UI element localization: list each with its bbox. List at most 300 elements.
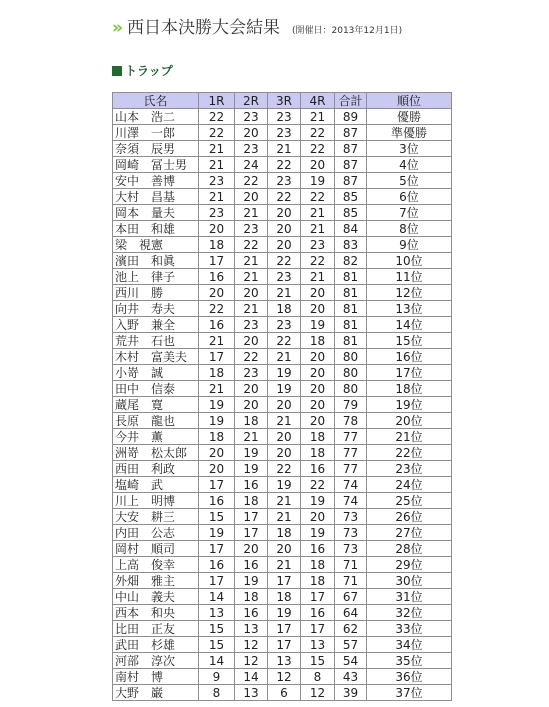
round-1-score: 9: [199, 669, 235, 685]
col-header-rank: 順位: [367, 93, 452, 109]
round-2-score: 13: [235, 685, 268, 701]
round-3-score: 23: [268, 173, 301, 189]
table-row: [113, 349, 452, 365]
round-1-score: 19: [199, 397, 235, 413]
round-4-score: 12: [301, 685, 335, 701]
round-1-score: 17: [199, 541, 235, 557]
round-4-score: 18: [301, 573, 335, 589]
round-4-score: 19: [301, 493, 335, 509]
table-row: [113, 125, 452, 141]
total-score: 54: [335, 653, 367, 669]
round-2-score: 19: [235, 445, 268, 461]
table-row: [113, 541, 452, 557]
round-4-score: 20: [301, 509, 335, 525]
round-2-score: 16: [235, 477, 268, 493]
round-1-score: 17: [199, 349, 235, 365]
round-4-score: 20: [301, 285, 335, 301]
player-name: 木村 富美夫: [113, 349, 199, 365]
total-score: 67: [335, 589, 367, 605]
rank: 35位: [367, 653, 452, 669]
round-4-score: 21: [301, 269, 335, 285]
round-3-score: 23: [268, 109, 301, 125]
total-score: 73: [335, 509, 367, 525]
round-3-score: 21: [268, 349, 301, 365]
rank: 20位: [367, 413, 452, 429]
round-2-score: 19: [235, 573, 268, 589]
rank: 7位: [367, 205, 452, 221]
round-3-score: 20: [268, 429, 301, 445]
col-header-r3: 3R: [268, 93, 301, 109]
round-3-score: 18: [268, 301, 301, 317]
table-row: [113, 525, 452, 541]
round-4-score: 22: [301, 253, 335, 269]
player-name: 奈須 辰男: [113, 141, 199, 157]
round-2-score: 18: [235, 589, 268, 605]
table-row: [113, 221, 452, 237]
total-score: 77: [335, 429, 367, 445]
round-1-score: 17: [199, 253, 235, 269]
player-name: 外畑 雅主: [113, 573, 199, 589]
round-2-score: 16: [235, 605, 268, 621]
rank: 31位: [367, 589, 452, 605]
player-name: 田中 信泰: [113, 381, 199, 397]
round-1-score: 17: [199, 573, 235, 589]
round-2-score: 20: [235, 381, 268, 397]
results-table: [112, 92, 452, 701]
round-4-score: 22: [301, 141, 335, 157]
table-row: [113, 493, 452, 509]
round-4-score: 20: [301, 301, 335, 317]
player-name: 上高 俊幸: [113, 557, 199, 573]
round-2-score: 23: [235, 109, 268, 125]
results-body: [113, 109, 452, 701]
col-header-total: 合計: [335, 93, 367, 109]
player-name: 川澤 一郎: [113, 125, 199, 141]
player-name: 安中 善博: [113, 173, 199, 189]
total-score: 39: [335, 685, 367, 701]
round-2-score: 18: [235, 413, 268, 429]
total-score: 89: [335, 109, 367, 125]
player-name: 岡崎 冨士男: [113, 157, 199, 173]
rank: 12位: [367, 285, 452, 301]
total-score: 84: [335, 221, 367, 237]
player-name: 西本 和央: [113, 605, 199, 621]
page-title: 西日本決勝大会結果: [126, 18, 280, 38]
round-4-score: 13: [301, 637, 335, 653]
round-1-score: 21: [199, 141, 235, 157]
player-name: 南村 博: [113, 669, 199, 685]
round-3-score: 23: [268, 317, 301, 333]
round-4-score: 19: [301, 525, 335, 541]
round-2-score: 21: [235, 205, 268, 221]
table-row: [113, 157, 452, 173]
total-score: 87: [335, 157, 367, 173]
section-title: トラップ: [125, 64, 173, 78]
round-1-score: 15: [199, 637, 235, 653]
rank: 6位: [367, 189, 452, 205]
round-2-score: 23: [235, 221, 268, 237]
player-name: 池上 律子: [113, 269, 199, 285]
round-1-score: 18: [199, 429, 235, 445]
round-3-score: 20: [268, 445, 301, 461]
col-header-name: 氏名: [113, 93, 199, 109]
round-3-score: 23: [268, 269, 301, 285]
round-2-score: 13: [235, 621, 268, 637]
rank: 34位: [367, 637, 452, 653]
rank: 29位: [367, 557, 452, 573]
round-3-score: 18: [268, 589, 301, 605]
table-row: [113, 205, 452, 221]
table-header-row: [113, 93, 452, 109]
round-1-score: 20: [199, 445, 235, 461]
round-1-score: 16: [199, 269, 235, 285]
total-score: 73: [335, 525, 367, 541]
round-2-score: 22: [235, 173, 268, 189]
table-row: [113, 285, 452, 301]
round-1-score: 19: [199, 413, 235, 429]
player-name: 山本 浩二: [113, 109, 199, 125]
table-row: [113, 141, 452, 157]
col-header-r1: 1R: [199, 93, 235, 109]
round-1-score: 18: [199, 237, 235, 253]
table-row: [113, 461, 452, 477]
rank: 5位: [367, 173, 452, 189]
total-score: 79: [335, 397, 367, 413]
total-score: 85: [335, 189, 367, 205]
round-1-score: 22: [199, 109, 235, 125]
rank: 36位: [367, 669, 452, 685]
round-1-score: 20: [199, 461, 235, 477]
player-name: 洲嵜 松太郎: [113, 445, 199, 461]
table-row: [113, 557, 452, 573]
total-score: 71: [335, 573, 367, 589]
round-3-score: 12: [268, 669, 301, 685]
total-score: 87: [335, 173, 367, 189]
player-name: 西川 勝: [113, 285, 199, 301]
round-1-score: 21: [199, 381, 235, 397]
round-4-score: 22: [301, 477, 335, 493]
player-name: 長原 龍也: [113, 413, 199, 429]
table-row: [113, 253, 452, 269]
round-1-score: 23: [199, 205, 235, 221]
player-name: 川上 明博: [113, 493, 199, 509]
table-row: [113, 237, 452, 253]
rank: 23位: [367, 461, 452, 477]
round-2-score: 17: [235, 509, 268, 525]
player-name: 岡村 順司: [113, 541, 199, 557]
rank: 11位: [367, 269, 452, 285]
total-score: 57: [335, 637, 367, 653]
round-3-score: 21: [268, 413, 301, 429]
total-score: 62: [335, 621, 367, 637]
rank: 27位: [367, 525, 452, 541]
round-4-score: 20: [301, 381, 335, 397]
round-3-score: 17: [268, 637, 301, 653]
round-1-score: 15: [199, 509, 235, 525]
round-2-score: 21: [235, 269, 268, 285]
round-2-score: 21: [235, 301, 268, 317]
round-4-score: 21: [301, 205, 335, 221]
table-row: [113, 301, 452, 317]
round-4-score: 19: [301, 173, 335, 189]
round-4-score: 20: [301, 397, 335, 413]
player-name: 内田 公志: [113, 525, 199, 541]
total-score: 74: [335, 493, 367, 509]
round-3-score: 23: [268, 125, 301, 141]
rank: 準優勝: [367, 125, 452, 141]
round-1-score: 19: [199, 525, 235, 541]
player-name: 河部 淳次: [113, 653, 199, 669]
col-header-r4: 4R: [301, 93, 335, 109]
round-3-score: 18: [268, 525, 301, 541]
table-row: [113, 269, 452, 285]
rank: 優勝: [367, 109, 452, 125]
rank: 25位: [367, 493, 452, 509]
round-1-score: 21: [199, 157, 235, 173]
round-2-score: 12: [235, 637, 268, 653]
round-1-score: 16: [199, 557, 235, 573]
rank: 16位: [367, 349, 452, 365]
round-4-score: 18: [301, 445, 335, 461]
round-4-score: 16: [301, 461, 335, 477]
player-name: 大村 昌基: [113, 189, 199, 205]
total-score: 81: [335, 333, 367, 349]
round-4-score: 19: [301, 317, 335, 333]
round-3-score: 19: [268, 605, 301, 621]
round-4-score: 21: [301, 109, 335, 125]
round-4-score: 8: [301, 669, 335, 685]
round-3-score: 20: [268, 221, 301, 237]
round-3-score: 21: [268, 493, 301, 509]
round-4-score: 15: [301, 653, 335, 669]
rank: 15位: [367, 333, 452, 349]
round-4-score: 20: [301, 349, 335, 365]
round-2-score: 16: [235, 557, 268, 573]
round-3-score: 17: [268, 621, 301, 637]
table-row: [113, 653, 452, 669]
round-4-score: 20: [301, 365, 335, 381]
total-score: 43: [335, 669, 367, 685]
round-2-score: 20: [235, 189, 268, 205]
table-row: [113, 621, 452, 637]
table-row: [113, 509, 452, 525]
round-4-score: 21: [301, 221, 335, 237]
rank: 4位: [367, 157, 452, 173]
table-row: [113, 173, 452, 189]
round-4-score: 18: [301, 557, 335, 573]
round-2-score: 20: [235, 285, 268, 301]
round-3-score: 22: [268, 189, 301, 205]
table-row: [113, 429, 452, 445]
round-1-score: 20: [199, 221, 235, 237]
round-4-score: 18: [301, 333, 335, 349]
round-2-score: 21: [235, 429, 268, 445]
player-name: 向井 寿夫: [113, 301, 199, 317]
rank: 8位: [367, 221, 452, 237]
table-row: [113, 637, 452, 653]
round-1-score: 8: [199, 685, 235, 701]
player-name: 小嵜 誠: [113, 365, 199, 381]
round-3-score: 20: [268, 541, 301, 557]
round-1-score: 17: [199, 477, 235, 493]
player-name: 本田 和雄: [113, 221, 199, 237]
total-score: 87: [335, 141, 367, 157]
total-score: 81: [335, 269, 367, 285]
rank: 13位: [367, 301, 452, 317]
total-score: 85: [335, 205, 367, 221]
round-2-score: 23: [235, 365, 268, 381]
player-name: 大野 巌: [113, 685, 199, 701]
round-1-score: 21: [199, 333, 235, 349]
rank: 19位: [367, 397, 452, 413]
total-score: 81: [335, 317, 367, 333]
total-score: 77: [335, 461, 367, 477]
round-1-score: 21: [199, 189, 235, 205]
rank: 21位: [367, 429, 452, 445]
round-4-score: 16: [301, 605, 335, 621]
round-1-score: 16: [199, 493, 235, 509]
rank: 10位: [367, 253, 452, 269]
total-score: 80: [335, 349, 367, 365]
round-3-score: 22: [268, 253, 301, 269]
table-row: [113, 365, 452, 381]
rank: 9位: [367, 237, 452, 253]
round-1-score: 22: [199, 301, 235, 317]
round-2-score: 23: [235, 141, 268, 157]
round-3-score: 19: [268, 365, 301, 381]
round-3-score: 6: [268, 685, 301, 701]
total-score: 71: [335, 557, 367, 573]
col-header-r2: 2R: [235, 93, 268, 109]
player-name: 西田 利政: [113, 461, 199, 477]
player-name: 塩崎 武: [113, 477, 199, 493]
round-1-score: 23: [199, 173, 235, 189]
player-name: 比田 正友: [113, 621, 199, 637]
rank: 37位: [367, 685, 452, 701]
total-score: 81: [335, 285, 367, 301]
round-4-score: 16: [301, 541, 335, 557]
player-name: 荒井 石也: [113, 333, 199, 349]
round-4-score: 22: [301, 189, 335, 205]
round-3-score: 20: [268, 205, 301, 221]
table-row: [113, 589, 452, 605]
table-row: [113, 477, 452, 493]
player-name: 武田 杉雄: [113, 637, 199, 653]
round-2-score: 17: [235, 525, 268, 541]
table-row: [113, 333, 452, 349]
round-4-score: 22: [301, 125, 335, 141]
total-score: 80: [335, 365, 367, 381]
round-3-score: 21: [268, 141, 301, 157]
table-row: [113, 413, 452, 429]
round-4-score: 20: [301, 157, 335, 173]
round-2-score: 24: [235, 157, 268, 173]
table-row: [113, 573, 452, 589]
round-2-score: 20: [235, 333, 268, 349]
round-4-score: 18: [301, 429, 335, 445]
round-3-score: 21: [268, 285, 301, 301]
square-bullet-icon: [112, 66, 122, 76]
total-score: 82: [335, 253, 367, 269]
round-4-score: 17: [301, 589, 335, 605]
round-3-score: 22: [268, 157, 301, 173]
table-row: [113, 381, 452, 397]
round-2-score: 12: [235, 653, 268, 669]
round-3-score: 19: [268, 477, 301, 493]
player-name: 大安 耕三: [113, 509, 199, 525]
table-row: [113, 445, 452, 461]
total-score: 87: [335, 125, 367, 141]
round-2-score: 14: [235, 669, 268, 685]
rank: 18位: [367, 381, 452, 397]
rank: 3位: [367, 141, 452, 157]
round-3-score: 19: [268, 381, 301, 397]
table-row: [113, 669, 452, 685]
round-1-score: 13: [199, 605, 235, 621]
rank: 22位: [367, 445, 452, 461]
round-3-score: 20: [268, 397, 301, 413]
table-row: [113, 109, 452, 125]
rank: 30位: [367, 573, 452, 589]
table-row: [113, 317, 452, 333]
rank: 14位: [367, 317, 452, 333]
rank: 26位: [367, 509, 452, 525]
round-2-score: 22: [235, 237, 268, 253]
round-2-score: 18: [235, 493, 268, 509]
total-score: 83: [335, 237, 367, 253]
round-1-score: 20: [199, 285, 235, 301]
round-2-score: 21: [235, 253, 268, 269]
round-4-score: 17: [301, 621, 335, 637]
total-score: 78: [335, 413, 367, 429]
round-4-score: 23: [301, 237, 335, 253]
total-score: 64: [335, 605, 367, 621]
total-score: 73: [335, 541, 367, 557]
round-3-score: 21: [268, 509, 301, 525]
player-name: 中山 義夫: [113, 589, 199, 605]
chevron-icon: »: [112, 18, 121, 38]
round-3-score: 21: [268, 557, 301, 573]
round-3-score: 22: [268, 333, 301, 349]
rank: 24位: [367, 477, 452, 493]
table-row: [113, 189, 452, 205]
round-1-score: 14: [199, 653, 235, 669]
total-score: 77: [335, 445, 367, 461]
rank: 32位: [367, 605, 452, 621]
round-1-score: 22: [199, 125, 235, 141]
rank: 28位: [367, 541, 452, 557]
round-2-score: 22: [235, 349, 268, 365]
rank: 33位: [367, 621, 452, 637]
player-name: 入野 兼全: [113, 317, 199, 333]
section-heading: [112, 62, 173, 79]
player-name: 岡本 量夫: [113, 205, 199, 221]
round-3-score: 17: [268, 573, 301, 589]
total-score: 80: [335, 381, 367, 397]
player-name: 梁 視憲: [113, 237, 199, 253]
round-2-score: 20: [235, 125, 268, 141]
rank: 17位: [367, 365, 452, 381]
round-3-score: 13: [268, 653, 301, 669]
total-score: 74: [335, 477, 367, 493]
round-2-score: 19: [235, 461, 268, 477]
player-name: 濱田 和眞: [113, 253, 199, 269]
round-1-score: 16: [199, 317, 235, 333]
round-1-score: 14: [199, 589, 235, 605]
round-2-score: 20: [235, 541, 268, 557]
round-1-score: 15: [199, 621, 235, 637]
round-1-score: 18: [199, 365, 235, 381]
